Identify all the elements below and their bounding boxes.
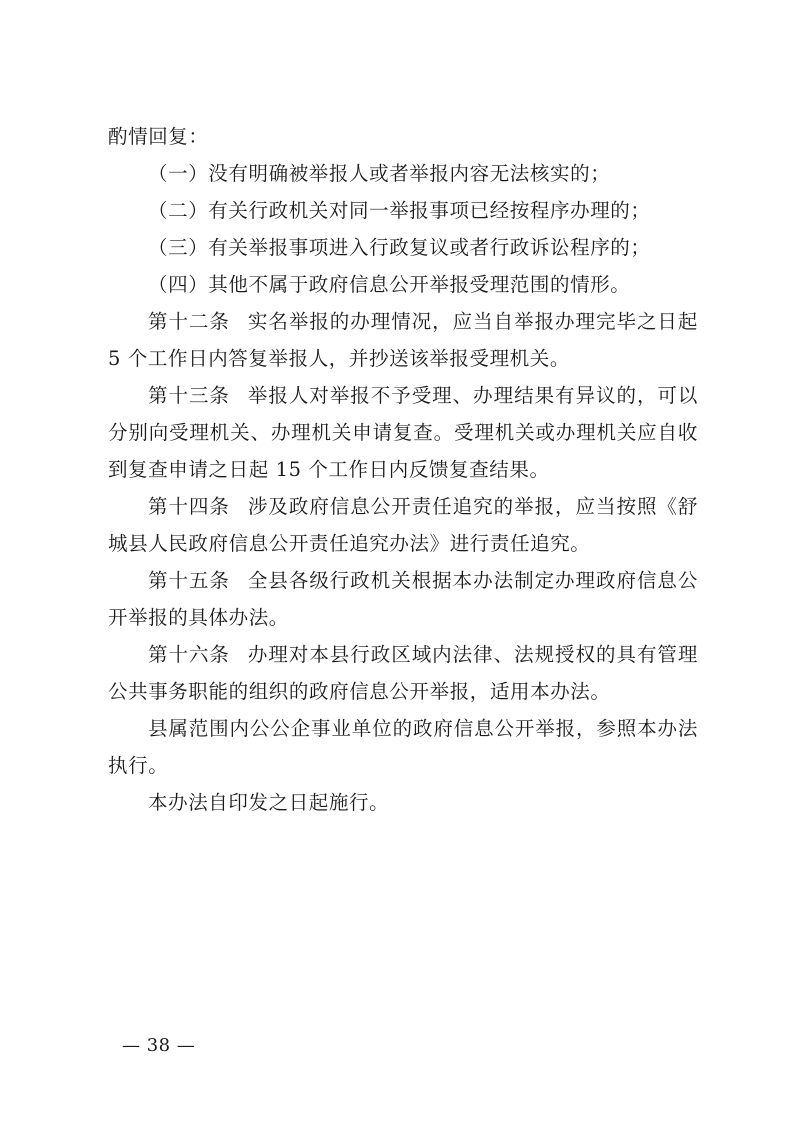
list-item-text: （二）有关行政机关对同一举报事项已经按程序办理的； (148, 199, 651, 222)
list-item (108, 266, 698, 303)
paragraph (108, 784, 698, 821)
article-number: 第十二条 (148, 310, 230, 333)
article-number: 第十三条 (148, 384, 230, 407)
article-text: 办理对本县行政区域内法律、法规授权的具有管理公共事务职能的组织的政府信息公开举报，适用本办法。 (108, 643, 698, 703)
paragraph-text: 本办法自印发之日起施行。 (148, 791, 390, 814)
article-16 (108, 636, 698, 710)
article-number: 第十五条 (148, 569, 230, 592)
paragraph-text: 县属范围内公公企事业单位的政府信息公开举报，参照本办法执行。 (108, 717, 698, 777)
list-item (108, 155, 698, 192)
page-number: — 38 — (122, 1035, 196, 1056)
article-text: 实名举报的办理情况，应当自举报办理完毕之日起 5 个工作日内答复举报人，并抄送该举报受理机关。 (108, 310, 698, 370)
article-14 (108, 488, 698, 562)
article-13 (108, 377, 698, 488)
list-item-text: （三）有关举报事项进入行政复议或者行政诉讼程序的； (148, 236, 651, 259)
paragraph-text: 酌情回复： (108, 125, 209, 148)
article-text: 涉及政府信息公开责任追究的举报，应当按照《舒城县人民政府信息公开责任追究办法》进行责任追究。 (108, 495, 698, 555)
document-body (108, 118, 698, 821)
article-15 (108, 562, 698, 636)
list-item-text: （一）没有明确被举报人或者举报内容无法核实的； (148, 162, 611, 185)
paragraph-continuation (108, 118, 698, 155)
list-item (108, 192, 698, 229)
article-text: 全县各级行政机关根据本办法制定办理政府信息公开举报的具体办法。 (108, 569, 698, 629)
article-text: 举报人对举报不予受理、办理结果有异议的，可以分别向受理机关、办理机关申请复查。受理机关或办理机关应自收到复查申请之日起 15 个工作日内反馈复查结果。 (108, 384, 698, 481)
list-item (108, 229, 698, 266)
article-number: 第十四条 (148, 495, 230, 518)
list-item-text: （四）其他不属于政府信息公开举报受理范围的情形。 (148, 273, 631, 296)
article-12 (108, 303, 698, 377)
article-number: 第十六条 (148, 643, 230, 666)
paragraph (108, 710, 698, 784)
